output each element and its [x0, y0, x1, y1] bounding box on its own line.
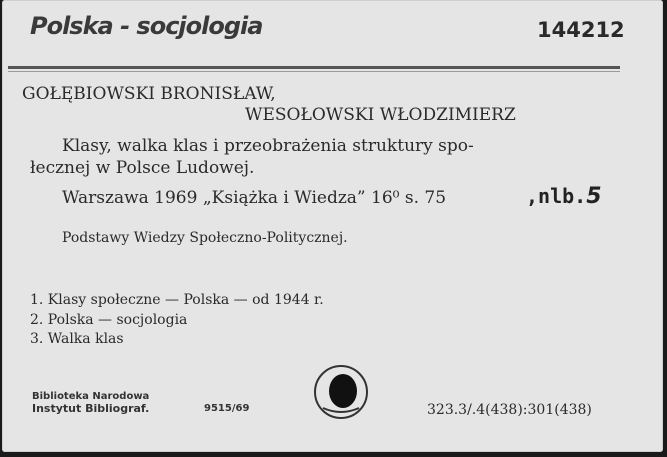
header-rule	[8, 66, 620, 69]
library-name: Biblioteka Narodowa	[32, 391, 150, 402]
classification-number: 323.3/.4(438):301(438)	[427, 402, 592, 418]
imprint-line: Warszawa 1969 „Książka i Wiedza” 16⁰ s. 75	[62, 188, 447, 208]
author-main: GOŁĘBIOWSKI BRONISŁAW,	[22, 84, 276, 104]
nlb-stamp	[526, 184, 602, 209]
subject-heading-1: 1. Klasy społeczne — Polska — od 1944 r.	[30, 292, 324, 308]
handwritten-subject: Polska - socjologia	[30, 12, 263, 40]
nlb-stamp-text: ,nlb.	[526, 184, 587, 208]
series-note: Podstawy Wiedzy Społeczno-Politycznej.	[62, 230, 348, 246]
title-line-2: łecznej w Polsce Ludowej.	[30, 158, 255, 178]
subject-heading-3: 3. Walka klas	[30, 331, 124, 347]
header-rule-thin	[8, 71, 620, 72]
bottom-edge	[0, 452, 667, 457]
catalog-card	[2, 0, 663, 452]
call-number: 144212	[537, 18, 625, 42]
subject-heading-2: 2. Polska — socjologia	[30, 312, 188, 328]
library-logo-icon	[313, 364, 369, 420]
library-institute: Instytut Bibliograf.	[32, 402, 150, 415]
card-number: 9515/69	[204, 403, 250, 414]
nlb-stamp-digit: 5	[586, 184, 602, 209]
title-line-1: Klasy, walka klas i przeobrażenia struktury spo-	[62, 136, 474, 156]
author-second: WESOŁOWSKI WŁODZIMIERZ	[245, 105, 516, 125]
